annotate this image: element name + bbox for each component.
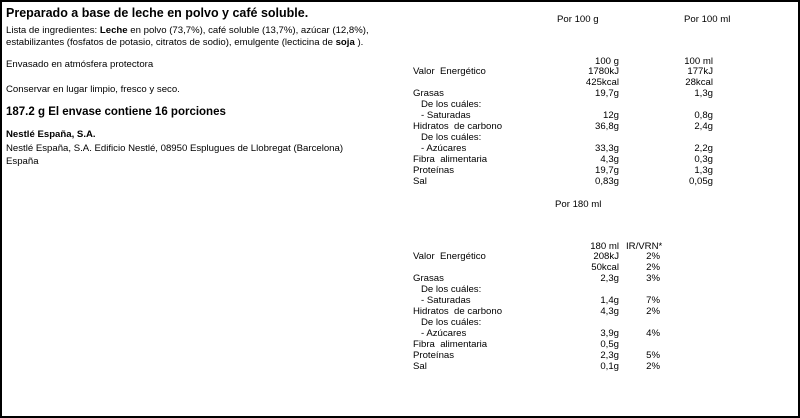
nutrient-value: 4,3g — [600, 154, 619, 165]
nutrient-label: De los cuáles: — [413, 132, 482, 143]
nutrient-percent: 2% — [646, 361, 660, 372]
company-address: Nestlé España, S.A. Edificio Nestlé, 08950 Esplugues de Llobregat (Barcelona) — [6, 143, 344, 154]
nutrient-value-per-ml: 2,2g — [694, 143, 713, 154]
nutrient-label: - Saturadas — [413, 110, 471, 121]
nutrient-value: 50kcal — [591, 262, 619, 273]
nutrient-value: 2,3g — [600, 273, 619, 284]
product-title: Preparado a base de leche en polvo y café soluble. — [6, 6, 309, 20]
nutrient-value: 0,83g — [594, 176, 619, 187]
net-weight: 187.2 g El envase contiene 16 porciones — [6, 106, 226, 118]
header-per-100ml: Por 100 ml — [684, 14, 731, 25]
nutrient-percent: 2% — [646, 251, 660, 262]
ingredient-milk: Leche — [99, 25, 128, 36]
nutrient-percent: 2% — [646, 306, 660, 317]
nutrient-value-per-ml: 2,4g — [694, 121, 713, 132]
country: España — [6, 156, 39, 167]
nutrient-value: 4,3g — [600, 306, 619, 317]
subheader-180ml: 180 ml — [590, 241, 619, 252]
nutrient-value: 0,5g — [600, 339, 619, 350]
nutrient-label: Proteínas — [413, 350, 455, 361]
nutrient-label: Fibra alimentaria — [413, 339, 488, 350]
nutrient-label: Hidratos de carbono — [413, 306, 503, 317]
nutrient-value: 33,3g — [594, 143, 619, 154]
nutrient-value-per-ml: 177kJ — [687, 66, 713, 77]
nutrient-value-per-ml: 1,3g — [694, 88, 713, 99]
nutrient-value: 3,9g — [600, 328, 619, 339]
ingredients-line-1 — [6, 25, 369, 37]
nutrient-value: 425kcal — [585, 77, 619, 88]
subheader-ir-vrn: IR/VRN* — [626, 241, 663, 252]
nutrient-label: - Azúcares — [413, 328, 467, 339]
nutrient-percent: 2% — [646, 262, 660, 273]
nutrient-value-per-ml: 0,8g — [694, 110, 713, 121]
nutrient-value: 0,1g — [600, 361, 619, 372]
ingredients-line-2b: ). — [354, 37, 364, 48]
nutrient-label: Valor Energético — [413, 251, 486, 262]
nutrient-value: 12g — [602, 110, 619, 121]
nutrient-percent: 4% — [646, 328, 660, 339]
nutrient-value: 36,8g — [594, 121, 619, 132]
nutrient-label: Valor Energético — [413, 66, 486, 77]
subheader-100g: 100 g — [594, 56, 619, 67]
ingredients-list — [6, 25, 369, 49]
nutrient-label: Hidratos de carbono — [413, 121, 503, 132]
header-per-180ml: Por 180 ml — [555, 199, 602, 210]
nutrient-value: 2,3g — [600, 350, 619, 361]
nutrient-label: Sal — [413, 176, 427, 187]
nutrient-label: Grasas — [413, 273, 444, 284]
ingredients-line-2 — [6, 37, 369, 49]
ingredients-prefix: Lista de ingredientes: — [6, 25, 100, 36]
nutrient-value: 19,7g — [594, 165, 619, 176]
nutrient-label: - Saturadas — [413, 295, 471, 306]
nutrient-label: Grasas — [413, 88, 444, 99]
nutrient-value-per-ml: 0,05g — [688, 176, 713, 187]
nutrient-percent: 5% — [646, 350, 660, 361]
nutrient-label: De los cuáles: — [413, 99, 482, 110]
nutrient-label: Sal — [413, 361, 427, 372]
subheader-100ml: 100 ml — [684, 56, 713, 67]
ingredients-line-2a: estabilizantes (fosfatos de potasio, citratos de sodio), emulgente (lecticina de — [6, 37, 336, 48]
nutrient-value: 208kJ — [593, 251, 619, 262]
packaging-note: Envasado en atmósfera protectora — [6, 59, 154, 70]
nutrient-value: 19,7g — [594, 88, 619, 99]
nutrient-value-per-ml: 1,3g — [694, 165, 713, 176]
nutrient-value-per-ml: 28kcal — [685, 77, 713, 88]
nutrient-label: De los cuáles: — [413, 317, 482, 328]
nutrient-label: Proteínas — [413, 165, 455, 176]
ingredient-soy: soja — [335, 37, 355, 48]
nutrient-label: Fibra alimentaria — [413, 154, 488, 165]
ingredients-part-2: en polvo (73,7%), café soluble (13,7%), azúcar (12,8%), — [127, 25, 369, 36]
nutrient-label: - Azúcares — [413, 143, 467, 154]
nutrient-value: 1,4g — [600, 295, 619, 306]
nutrient-percent: 3% — [646, 273, 660, 284]
nutrient-label: De los cuáles: — [413, 284, 482, 295]
nutrient-percent: 7% — [646, 295, 660, 306]
conservation-note: Conservar en lugar limpio, fresco y seco. — [6, 84, 180, 95]
nutrient-value: 1780kJ — [588, 66, 619, 77]
header-per-100g: Por 100 g — [557, 14, 599, 25]
nutrient-value-per-ml: 0,3g — [694, 154, 713, 165]
company-name: Nestlé España, S.A. — [6, 129, 96, 140]
